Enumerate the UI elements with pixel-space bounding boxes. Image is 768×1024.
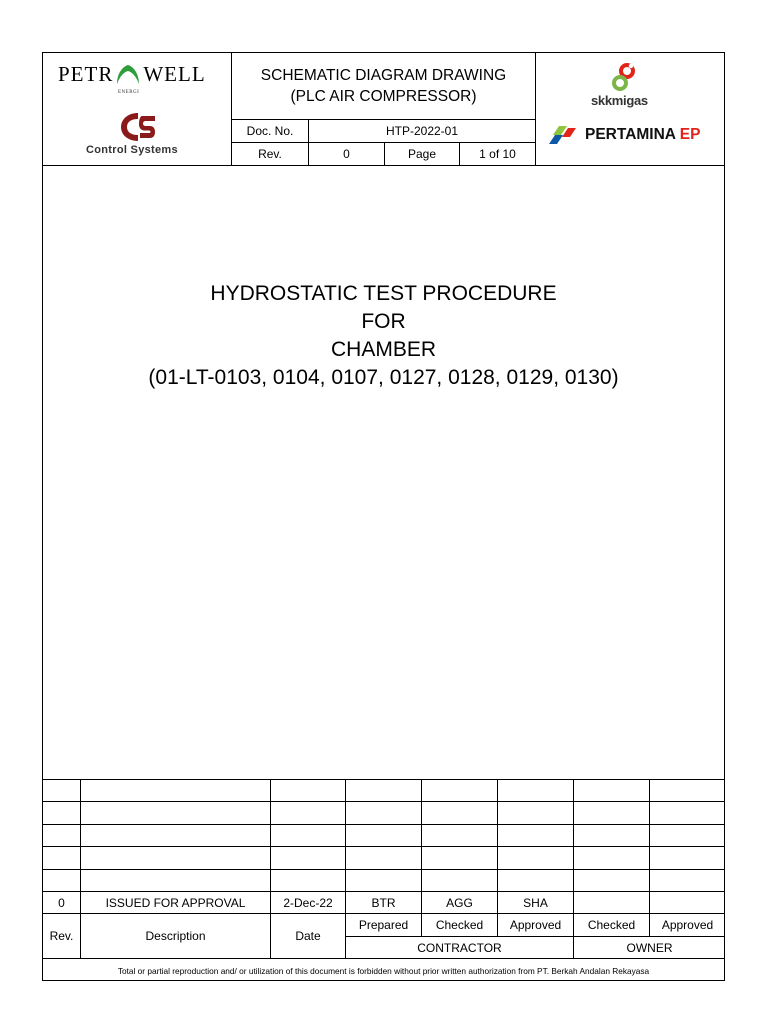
company-sub: ENERGI <box>118 90 140 95</box>
page-value: 1 of 10 <box>479 147 516 161</box>
title-line: (01-LT-0103, 0104, 0107, 0127, 0128, 0129, 0130) <box>148 366 619 389</box>
drawing-title <box>232 53 535 119</box>
doc-no-label: Doc. No. <box>246 124 294 138</box>
header-rev: Rev. <box>49 929 74 943</box>
table-col-rule <box>649 779 650 936</box>
table-rule <box>42 958 725 959</box>
skkmigas-label: skkmigas <box>591 93 648 108</box>
header-date: Date <box>295 929 321 943</box>
title-line: HYDROSTATIC TEST PROCEDURE <box>210 282 557 305</box>
control-systems-icon <box>118 110 158 144</box>
header-divider <box>535 52 536 165</box>
header-approved: Approved <box>509 918 562 932</box>
header-owner-approved: Approved <box>661 918 714 932</box>
skkmigas-icon <box>609 61 639 93</box>
ep-label: EP <box>679 126 701 143</box>
control-systems-label: Control Systems <box>86 144 178 156</box>
document-title <box>42 280 725 392</box>
document-frame <box>42 52 725 981</box>
header-checked: Checked <box>435 918 484 932</box>
leaf-icon <box>114 64 142 86</box>
table-rule <box>42 869 725 870</box>
pertamina-label: PERTAMINA <box>585 126 676 143</box>
header-owner: OWNER <box>626 940 673 955</box>
table-cell-description: ISSUED FOR APPROVAL <box>105 895 246 910</box>
table-rule <box>42 824 725 825</box>
table-cell-approved: SHA <box>523 895 548 910</box>
petrowell-logo: PETR WELL <box>58 62 206 86</box>
table-rule <box>42 779 725 780</box>
title-line: CHAMBER <box>330 338 436 361</box>
table-cell-rev: 0 <box>58 895 65 910</box>
title-line: FOR <box>361 310 406 333</box>
rev-label: Rev. <box>258 147 282 161</box>
rev-value: 0 <box>343 147 350 161</box>
table-cell-date: 2-Dec-22 <box>283 895 333 910</box>
drawing-title-line1: SCHEMATIC DIAGRAM DRAWING <box>260 67 507 84</box>
table-rule <box>42 801 725 802</box>
doc-no-value: HTP-2022-01 <box>385 124 459 138</box>
header-description: Description <box>145 929 206 943</box>
copyright-notice: Total or partial reproduction and/ or utilization of this document is forbidden without prior written authorization from PT. Berkah Andalan Rekayasa <box>117 966 650 976</box>
table-rule <box>42 846 725 847</box>
header-bottom-rule <box>42 165 725 166</box>
table-cell-prepared: BTR <box>371 895 396 910</box>
page-label: Page <box>407 147 437 161</box>
header-prepared: Prepared <box>358 918 409 932</box>
drawing-title-line2: (PLC AIR COMPRESSOR) <box>290 88 477 105</box>
table-cell-checked: AGG <box>446 895 473 910</box>
pertamina-ep-label <box>585 126 700 144</box>
header-owner-checked: Checked <box>587 918 636 932</box>
header-contractor: CONTRACTOR <box>417 940 502 955</box>
pertamina-icon <box>547 124 579 146</box>
